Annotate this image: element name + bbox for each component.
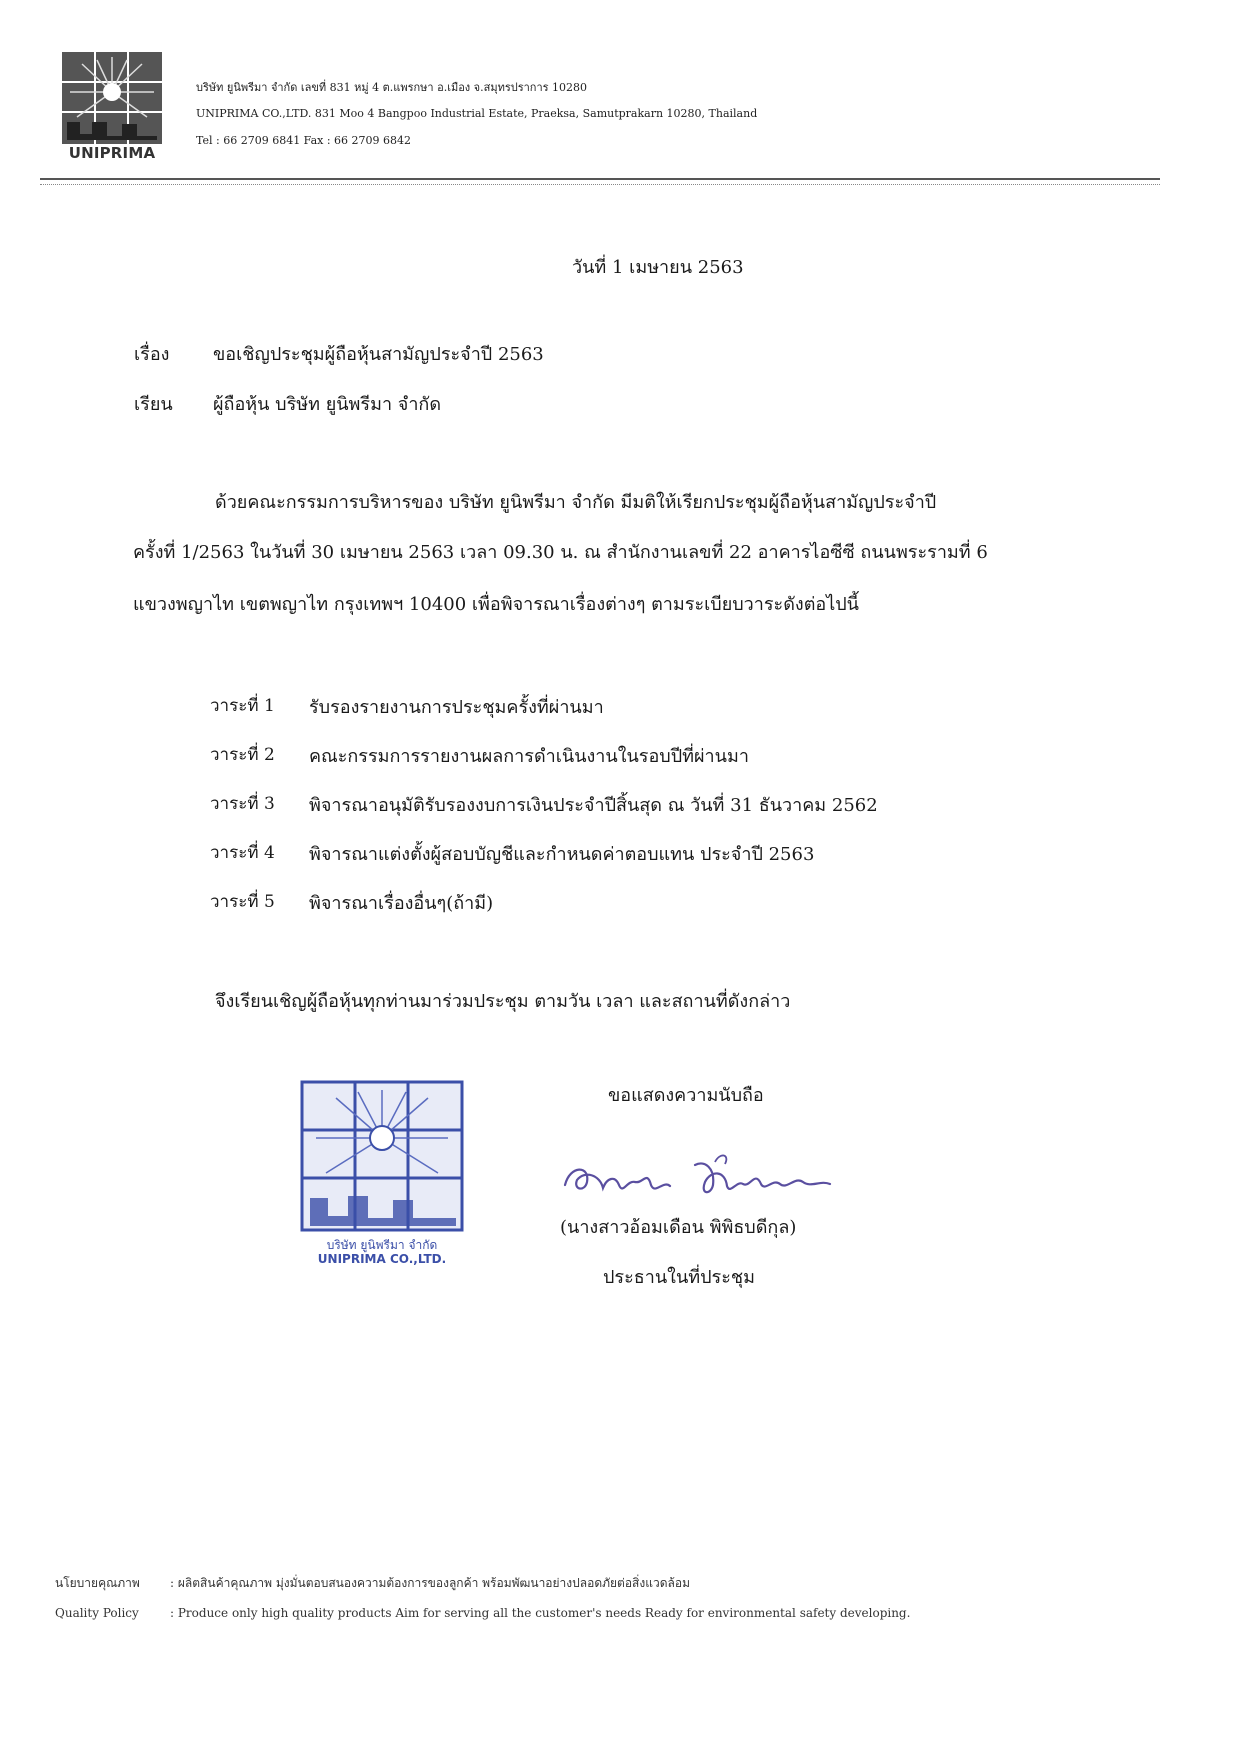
agenda-text: พิจารณาแต่งตั้งผู้สอบบัญชีและกำหนดค่าตอบแทน ประจำปี 2563 bbox=[309, 844, 815, 865]
agenda-number: วาระที่ 4 bbox=[210, 843, 275, 863]
footer-policy-en: : Produce only high quality products Aim for serving all the customer's needs Ready for environmental safety developing. bbox=[170, 1606, 911, 1620]
header-divider-dotted bbox=[40, 184, 1160, 185]
closing-text: ขอแสดงความนับถือ bbox=[608, 1085, 764, 1106]
header-divider bbox=[40, 178, 1160, 180]
stamp-sunburst-icon bbox=[298, 1078, 466, 1233]
subject-label: เรื่อง bbox=[134, 344, 170, 365]
stamp-text-en: UNIPRIMA CO.,LTD. bbox=[317, 1252, 447, 1266]
logo-sunburst-icon bbox=[62, 52, 162, 144]
company-logo bbox=[62, 52, 162, 162]
signatory-title: ประธานในที่ประชุม bbox=[603, 1267, 755, 1288]
subject-text: ขอเชิญประชุมผู้ถือหุ้นสามัญประจำปี 2563 bbox=[213, 344, 544, 365]
paragraph-line: แขวงพญาไท เขตพญาไท กรุงเทพฯ 10400 เพื่อพิจารณาเรื่องต่างๆ ตามระเบียบวาระดังต่อไปนี้ bbox=[133, 594, 859, 615]
agenda-text: คณะกรรมการรายงานผลการดำเนินงานในรอบปีที่ผ่านมา bbox=[309, 746, 749, 767]
recipient-label: เรียน bbox=[134, 394, 173, 415]
invitation-text: จึงเรียนเชิญผู้ถือหุ้นทุกท่านมาร่วมประชุม ตามวัน เวลา และสถานที่ดังกล่าว bbox=[215, 991, 791, 1012]
thai-address: บริษัท ยูนิพรีมา จำกัด เลขที่ 831 หมู่ 4 ต.แพรกษา อ.เมือง จ.สมุทรปราการ 10280 bbox=[196, 81, 588, 94]
agenda-text: พิจารณาเรื่องอื่นๆ(ถ้ามี) bbox=[309, 893, 494, 914]
paragraph-line: ครั้งที่ 1/2563 ในวันที่ 30 เมษายน 2563 เวลา 09.30 น. ณ สำนักงานเลขที่ 22 อาคารไอซีซี ถนนพระรามที่ 6 bbox=[133, 542, 988, 563]
agenda-number: วาระที่ 5 bbox=[210, 892, 275, 912]
company-stamp bbox=[298, 1078, 466, 1266]
contact-info: Tel : 66 2709 6841 Fax : 66 2709 6842 bbox=[196, 134, 412, 147]
footer-policy-label-en: Quality Policy bbox=[55, 1606, 139, 1620]
recipient-text: ผู้ถือหุ้น บริษัท ยูนิพรีมา จำกัด bbox=[213, 394, 442, 415]
agenda-text: พิจารณาอนุมัติรับรองงบการเงินประจำปีสิ้นสุด ณ วันที่ 31 ธันวาคม 2562 bbox=[309, 795, 878, 816]
handwritten-signature bbox=[555, 1140, 855, 1210]
agenda-number: วาระที่ 2 bbox=[210, 745, 275, 765]
agenda-number: วาระที่ 3 bbox=[210, 794, 275, 814]
logo-wordmark: UNIPRIMA bbox=[68, 144, 156, 162]
letter-date: วันที่ 1 เมษายน 2563 bbox=[572, 257, 744, 278]
stamp-text-th: บริษัท ยูนิพรีมา จำกัด bbox=[326, 1238, 438, 1252]
signatory-name: (นางสาวอ้อมเดือน พิพิธบดีกุล) bbox=[560, 1217, 797, 1238]
english-address: UNIPRIMA CO.,LTD. 831 Moo 4 Bangpoo Industrial Estate, Praeksa, Samutprakarn 10280, Thailand bbox=[196, 107, 758, 120]
agenda-text: รับรองรายงานการประชุมครั้งที่ผ่านมา bbox=[309, 697, 604, 718]
footer-policy-th: : ผลิตสินค้าคุณภาพ มุ่งมั่นตอบสนองความต้องการของลูกค้า พร้อมพัฒนาอย่างปลอดภัยต่อสิ่งแวดล้อม bbox=[170, 1576, 690, 1590]
agenda-number: วาระที่ 1 bbox=[210, 696, 275, 716]
footer-policy-label-th: นโยบายคุณภาพ bbox=[55, 1576, 140, 1590]
paragraph-line: ด้วยคณะกรรมการบริหารของ บริษัท ยูนิพรีมา จำกัด มีมติให้เรียกประชุมผู้ถือหุ้นสามัญประจำปี bbox=[215, 492, 937, 513]
